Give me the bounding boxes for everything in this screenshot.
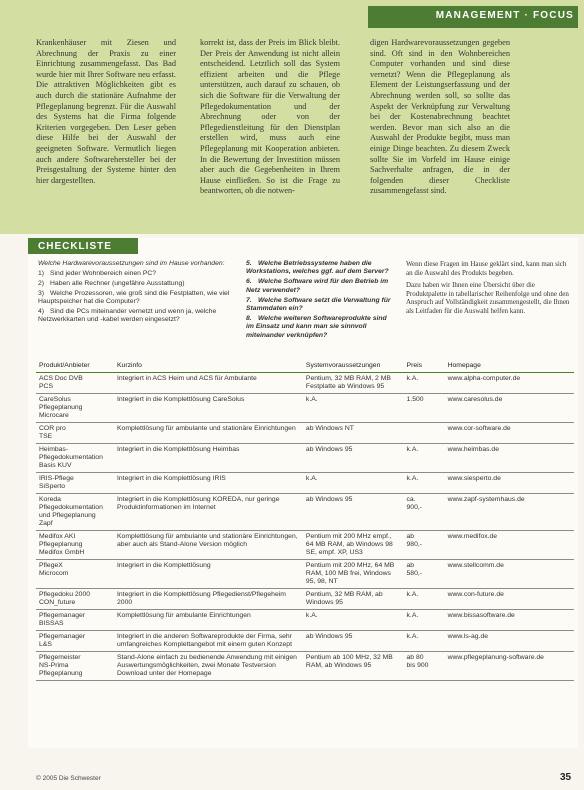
article-column-2: korrekt ist, dass der Preis im Blick bleibt. Der Preis der Anwendung ist nicht allein entscheidend. Letztlich soll das System effizient arbeiten und die Pflege unterstützen, auch darauf zu schauen, ob sich die Software für die Verwaltung der Pflegedokumentation und der Abrechnung oder von der Pflegedienstleitung für den Dienstplan erstellen wird, muss auch eine Pflegeplanung mit Kooperation anbieten. In die Bewertung der Investition müssen aber auch die Gegebenheiten in Ihrem Hause einfließen. So ist die Frage zu beantworten, ob die notwen- [200, 38, 340, 196]
requirements-cell: Pentium, 32 MB RAM, 2 MB Festplatte ab Windows 95 [303, 373, 404, 394]
checklist-item: 1) Sind jeder Wohnbereich einen PC? [38, 269, 157, 277]
checklist-note: Dazu haben wir Ihnen eine Übersicht über die Produktpalette in tabellarischer Reihenfolge und ohne den Anspruch auf Vollständigkeit zusammengestellt, die Ihnen als Leitfaden für die Auswahl helfen kann. [406, 281, 570, 315]
table-row [36, 394, 574, 423]
requirements-cell: k.A. [303, 473, 404, 494]
table-row [36, 444, 574, 473]
price-cell: 1.500 [404, 394, 445, 423]
table-header-row [36, 360, 574, 373]
product-cell: Pflegemanager L&S [36, 631, 114, 652]
checklist-column-3 [406, 260, 570, 317]
checklist-item: 8. Welche weiteren Softwareprodukte sind im Einsatz und kann man sie sinnvoll miteinander verknüpfen? [246, 314, 387, 339]
info-cell: Integriert in die Komplettlösung Heimbas [114, 444, 303, 473]
requirements-cell: Pentium, 32 MB RAM, ab Windows 95 [303, 589, 404, 610]
info-cell: Integriert in die anderen Softwareprodukte der Firma, sehr umfangreiches Komplettangebot mit einem guten Konzept [114, 631, 303, 652]
article-body [0, 38, 584, 234]
homepage-link[interactable]: www.ls-ag.de [445, 631, 574, 652]
checklist-item: 2) Haben alle Rechner (ungefähre Ausstattung) [38, 279, 185, 287]
column-header-price: Preis [404, 360, 445, 373]
page-number: 35 [560, 772, 572, 783]
table-row [36, 423, 574, 444]
column-header-homepage: Homepage [445, 360, 574, 373]
homepage-link[interactable]: www.medifox.de [445, 531, 574, 560]
checklist-intro: Welche Hardwarevoraussetzungen sind im Hause vorhanden: [38, 260, 225, 267]
info-cell: Integriert in die Komplettlösung Pflegedienst/Pflegeheim 2000 [114, 589, 303, 610]
price-cell: k.A. [404, 589, 445, 610]
price-cell: ab 80 bis 900 [404, 652, 445, 681]
price-cell: k.A. [404, 473, 445, 494]
price-cell: ab 980,- [404, 531, 445, 560]
homepage-link[interactable]: www.con-future.de [445, 589, 574, 610]
info-cell: Komplettlösung für ambulante Einrichtungen [114, 610, 303, 631]
price-cell: ca. 900,- [404, 494, 445, 531]
product-cell: IRIS-Pflege SiSperto [36, 473, 114, 494]
product-cell: PflegeX Microcom [36, 560, 114, 589]
info-cell: Integriert in ACS Heim und ACS für Ambulante [114, 373, 303, 394]
column-header-product: Produkt/Anbieter [36, 360, 114, 373]
table-row [36, 373, 574, 394]
product-cell: COR pro TSE [36, 423, 114, 444]
requirements-cell: ab Windows 95 [303, 494, 404, 531]
info-cell: Integriert in die Komplettlösung CareSolus [114, 394, 303, 423]
price-cell: k.A. [404, 373, 445, 394]
product-cell: ACS Doc DVB PCS [36, 373, 114, 394]
article-column-3: digen Hardwarevoraussetzungen gegeben sind. Oft sind in den Wohnbereichen Computer vorhanden und sind diese vernetzt? Wenn die Pflegeplanung als Element der Leistungserfassung und der Abrechnung werden soll, so sollte das Aspekt der Verknüpfung zur Verwaltung bei der Kostenabrechnung beachtet werden. Bevor man sich also an die Auswahl der Produkte begibt, muss man einige Dinge beachten. Zu diesem Zweck sollte Sie im Vorfeld im Hause einige Sachverhalte anfragen, die in der folgenden dieser Checkliste zusammengefasst sind. [370, 38, 510, 196]
column-header-requirements: Systemvoraussetzungen [303, 360, 404, 373]
info-cell: Komplettlösung für ambulante und stationäre Einrichtungen [114, 423, 303, 444]
info-cell: Komplettlösung für ambulante und stationäre Einrichtungen, aber auch als Stand-Alone Version möglich [114, 531, 303, 560]
info-cell: Integriert in die Komplettlösung IRIS [114, 473, 303, 494]
product-cell: Medifox AKI Pflegeplanung Medifox GmbH [36, 531, 114, 560]
column-header-info: Kurzinfo [114, 360, 303, 373]
homepage-link[interactable]: www.siesperto.de [445, 473, 574, 494]
requirements-cell: k.A. [303, 394, 404, 423]
requirements-cell: Pentium mit 200 MHz, 64 MB RAM, 100 MB frei, Windows 95, 98, NT [303, 560, 404, 589]
checklist-item: 3) Welche Prozessoren, wie groß sind die Festplatten, wie viel Hauptspeicher hat die Computer? [38, 289, 230, 306]
info-cell: Integriert in die Komplettlösung [114, 560, 303, 589]
table-row [36, 560, 574, 589]
requirements-cell: Pentium mit 200 MHz empf., 64 MB RAM, ab Windows 98 SE, empf. XP, US3 [303, 531, 404, 560]
table-row [36, 652, 574, 681]
table-row [36, 473, 574, 494]
info-cell: Stand-Alone einfach zu bedienende Anwendung mit einigen Auswertungsmöglichkeiten, zwei Monate Testversion Download unter der Homepage [114, 652, 303, 681]
price-cell: k.A. [404, 631, 445, 652]
price-cell [404, 423, 445, 444]
requirements-cell: ab Windows NT [303, 423, 404, 444]
product-table [36, 360, 574, 681]
product-cell: Pflegemanager BISSAS [36, 610, 114, 631]
table-body [36, 373, 574, 681]
info-cell: Integriert in die Komplettlösung KOREDA, nur geringe Produktinformationen im Internet [114, 494, 303, 531]
product-cell: Pflegedoku 2000 CON_future [36, 589, 114, 610]
requirements-cell: ab Windows 95 [303, 444, 404, 473]
product-cell: Pflegemeister NS-Prima Pflegeplanung [36, 652, 114, 681]
homepage-link[interactable]: www.cor-software.de [445, 423, 574, 444]
section-header-label: MANAGEMENT · FOCUS [435, 10, 574, 21]
checklist-note: Wenn diese Fragen im Hause geklärt sind, kann man sich an die Auswahl des Produkts begeben. [406, 260, 567, 277]
table-row [36, 494, 574, 531]
homepage-link[interactable]: www.zapf-systemhaus.de [445, 494, 574, 531]
checklist-title: CHECKLISTE [38, 241, 112, 252]
requirements-cell: ab Windows 95 [303, 631, 404, 652]
homepage-link[interactable]: www.stellcomm.de [445, 560, 574, 589]
table-row [36, 531, 574, 560]
product-cell: Koreda Pflegedokumentation und Pflegeplanung Zapf [36, 494, 114, 531]
checklist-item: 5. Welche Betriebssysteme haben die Workstations, welches ggf. auf dem Server? [246, 260, 389, 276]
checklist-item: 4) Sind die PCs miteinander vernetzt und wenn ja, welche Netzwerkkarten und -kabel werden eingesetzt? [38, 308, 217, 324]
product-cell: CareSolus Pflegeplanung Microcare [36, 394, 114, 423]
price-cell: k.A. [404, 444, 445, 473]
footer-text: © 2005 Die Schwester [36, 775, 101, 782]
homepage-link[interactable]: www.alpha-computer.de [445, 373, 574, 394]
product-cell: Heimbas-Pflegedokumentation Basis KUV [36, 444, 114, 473]
table-row [36, 589, 574, 610]
table-row [36, 631, 574, 652]
checklist-item: 6. Welche Software wird für den Betrieb im Netz verwendet? [246, 278, 389, 294]
requirements-cell: k.A. [303, 610, 404, 631]
checklist-column-1 [38, 260, 238, 326]
checklist-column-2 [246, 260, 396, 342]
table-row [36, 610, 574, 631]
article-column-1: Krankenhäuser mit Ziesen und Abrechnung der Praxis zu einer Einrichtung zusammengefasst. Das Bad wurde hier mit Ihrer Software neu erfasst. Die attraktiven Möglichkeiten gibt es auch durch die stationäre Aufnahme der Pflegeplanung begrenzt. Für die Auswahl des Systems hat die Firma folgende Kriterien vorgegeben. Den Leser geben diese Hilfe bei der Auswahl der geeigneten Software. Vermutlich liegen auch andere Softwarehersteller bei der Preisgestaltung der Systeme hinter den hier dargestellten. [36, 38, 176, 185]
price-cell: k.A. [404, 610, 445, 631]
homepage-link[interactable]: www.pflegeplanung-software.de [445, 652, 574, 681]
checklist-item: 7. Welche Software setzt die Verwaltung für Stammdaten ein? [246, 296, 391, 313]
homepage-link[interactable]: www.heimbas.de [445, 444, 574, 473]
homepage-link[interactable]: www.bissasoftware.de [445, 610, 574, 631]
homepage-link[interactable]: www.caresolus.de [445, 394, 574, 423]
price-cell: ab 580,- [404, 560, 445, 589]
requirements-cell: Pentium ab 100 MHz, 32 MB RAM, ab Windows 95 [303, 652, 404, 681]
